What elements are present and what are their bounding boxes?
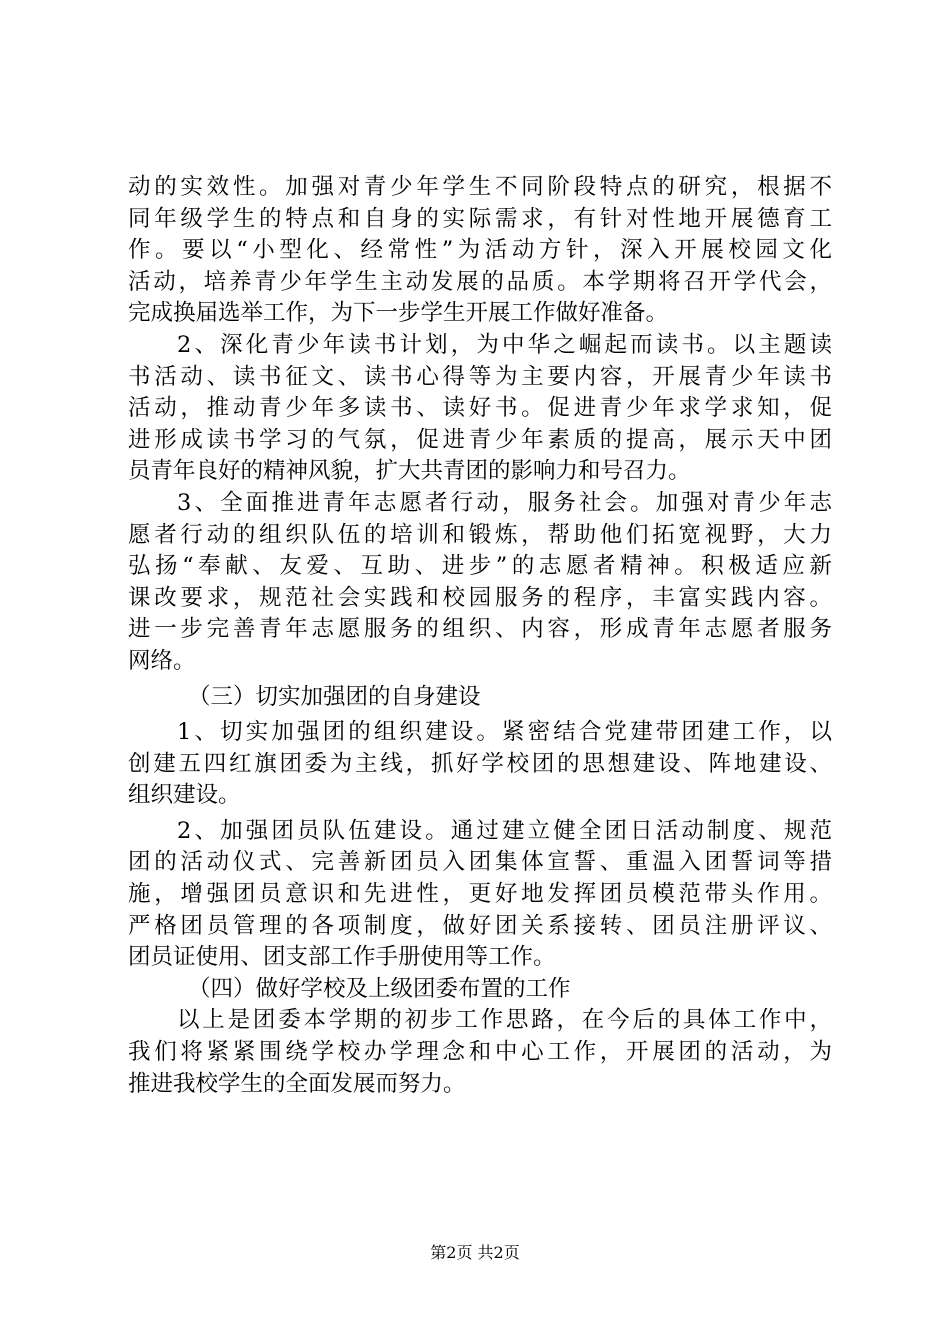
text-line: 同年级学生的特点和自身的实际需求，有针对性地开展德育工 [128, 205, 832, 232]
text-line: 作。要以“小型化、经常性”为活动方针，深入开展校园文化 [128, 237, 832, 264]
paragraph-start-line: 以上是团委本学期的初步工作思路，在今后的具体工作中， [177, 1007, 832, 1034]
text-line: 活动，培养青少年学生主动发展的品质。本学期将召开学代会， [128, 268, 832, 295]
paragraph-start-line: 2、深化青少年读书计划，为中华之崛起而读书。以主题读 [177, 331, 832, 358]
text-line: 书活动、读书征文、读书心得等为主要内容，开展青少年读书 [128, 363, 832, 390]
text-line: 课改要求，规范社会实践和校园服务的程序，丰富实践内容。 [128, 584, 832, 611]
page-number-footer: 第2页 共2页 [430, 1243, 520, 1262]
paragraph-start-line: 3、全面推进青年志愿者行动，服务社会。加强对青少年志 [177, 489, 832, 516]
text-line: 组织建设。 [128, 782, 241, 809]
text-line: 进形成读书学习的气氛，促进青少年素质的提高，展示天中团 [128, 426, 832, 453]
text-line: 我们将紧紧围绕学校办学理念和中心工作，开展团的活动，为 [128, 1039, 832, 1066]
section-heading: （三）切实加强团的自身建设 [188, 683, 481, 710]
text-line: 员青年良好的精神风貌，扩大共青团的影响力和号召力。 [128, 458, 691, 485]
text-line: 进一步完善青年志愿服务的组织、内容，形成青年志愿者服务 [128, 616, 832, 643]
text-line: 团的活动仪式、完善新团员入团集体宣誓、重温入团誓词等措 [128, 849, 832, 876]
document-body [128, 172, 832, 1100]
text-line: 完成换届选举工作，为下一步学生开展工作做好准备。 [128, 300, 669, 327]
text-line: 施，增强团员意识和先进性，更好地发挥团员模范带头作用。 [128, 881, 832, 908]
text-line: 团员证使用、团支部工作手册使用等工作。 [128, 944, 556, 971]
text-line: 愿者行动的组织队伍的培训和锻炼，帮助他们拓宽视野，大力 [128, 521, 832, 548]
paragraph-start-line: 2、加强团员队伍建设。通过建立健全团日活动制度、规范 [177, 817, 832, 844]
text-line: 网络。 [128, 647, 196, 674]
text-line: 严格团员管理的各项制度，做好团关系接转、团员注册评议、 [128, 912, 832, 939]
section-heading: （四）做好学校及上级团委布置的工作 [188, 975, 571, 1002]
text-line: 活动，推动青少年多读书、读好书。促进青少年求学求知，促 [128, 395, 832, 422]
text-line: 动的实效性。加强对青少年学生不同阶段特点的研究，根据不 [128, 174, 832, 200]
text-line: 弘扬“奉献、友爱、互助、进步”的志愿者精神。积极适应新 [128, 553, 832, 580]
paragraph-start-line: 1、切实加强团的组织建设。紧密结合党建带团建工作，以 [177, 719, 832, 746]
text-line: 创建五四红旗团委为主线，抓好学校团的思想建设、阵地建设、 [128, 750, 832, 777]
text-line: 推进我校学生的全面发展而努力。 [128, 1070, 466, 1097]
